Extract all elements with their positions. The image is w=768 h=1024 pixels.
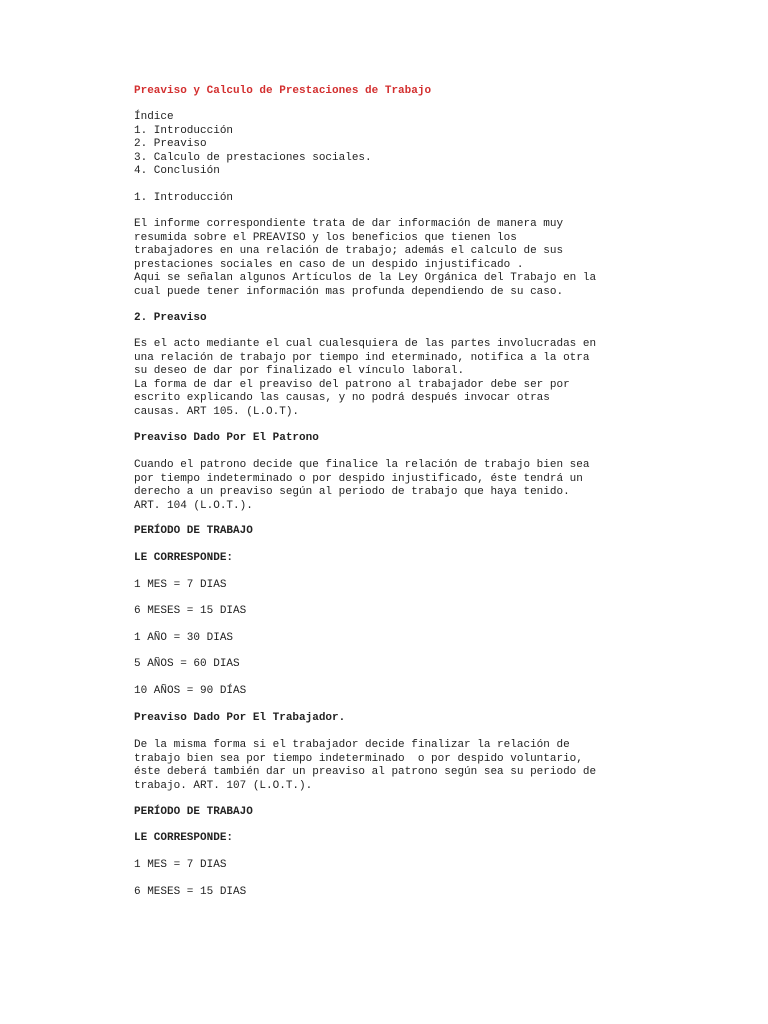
index-heading: Índice	[134, 111, 174, 123]
patrono-corresponde-label: LE CORRESPONDE:	[134, 552, 234, 564]
patrono-row: 1 AÑO = 30 DIAS	[134, 632, 234, 644]
trabajador-heading: Preaviso Dado Por El Trabajador.	[134, 712, 346, 724]
patrono-row: 10 AÑOS = 90 DÍAS	[134, 685, 247, 697]
patrono-line: derecho a un preaviso según al periodo de trabajo que haya tenido.	[134, 486, 570, 498]
intro-line: El informe correspondiente trata de dar información de manera muy	[134, 218, 564, 230]
intro-line: prestaciones sociales en caso de un despido injustificado .	[134, 258, 524, 271]
preaviso-line: causas. ART 105. (L.O.T).	[134, 405, 300, 418]
patrono-heading: Preaviso Dado Por El Patrono	[134, 432, 319, 444]
intro-line: trabajadores en una relación de trabajo; además el calculo de sus	[134, 245, 564, 257]
trabajador-row: 6 MESES = 15 DIAS	[134, 886, 247, 898]
intro-heading: 1. Introducción	[134, 192, 234, 204]
patrono-row: 1 MES = 7 DIAS	[134, 579, 227, 591]
trabajador-line: De la misma forma si el trabajador decide finalizar la relación de	[134, 739, 570, 751]
patrono-line: Cuando el patrono decide que finalice la relación de trabajo bien sea	[134, 459, 590, 471]
intro-line: cual puede tener información mas profunda dependiendo de su caso.	[134, 285, 564, 298]
preaviso-line: La forma de dar el preaviso del patrono al trabajador debe ser por	[134, 378, 570, 391]
preaviso-line: escrito explicando las causas, y no podrá después invocar otras	[134, 392, 550, 404]
patrono-line: ART. 104 (L.O.T.).	[134, 499, 253, 512]
trabajador-corresponde-label: LE CORRESPONDE:	[134, 832, 234, 844]
trabajador-line: éste deberá también dar un preaviso al patrono según sea su periodo de	[134, 766, 597, 778]
document-title: Preaviso y Calculo de Prestaciones de Trabajo	[134, 85, 432, 97]
index-item: 3. Calculo de prestaciones sociales.	[134, 151, 372, 164]
preaviso-line: Es el acto mediante el cual cualesquiera de las partes involucradas en	[134, 338, 597, 350]
preaviso-line: una relación de trabajo por tiempo ind eterminado, notifica a la otra	[134, 351, 590, 364]
intro-line: resumida sobre el PREAVISO y los beneficios que tienen los	[134, 231, 517, 244]
preaviso-heading: 2. Preaviso	[134, 312, 207, 324]
patrono-row: 6 MESES = 15 DIAS	[134, 605, 247, 617]
trabajador-line: trabajo. ART. 107 (L.O.T.).	[134, 779, 313, 792]
patrono-row: 5 AÑOS = 60 DIAS	[134, 658, 240, 670]
index-item: 2. Preaviso	[134, 138, 207, 150]
index-item: 1. Introducción	[134, 124, 234, 137]
trabajador-row: 1 MES = 7 DIAS	[134, 859, 227, 871]
preaviso-line: su deseo de dar por finalizado el vínculo laboral.	[134, 365, 465, 377]
trabajador-periodo-label: PERÍODO DE TRABAJO	[134, 806, 253, 818]
index-item: 4. Conclusión	[134, 165, 220, 177]
patrono-periodo-label: PERÍODO DE TRABAJO	[134, 525, 253, 537]
trabajador-line: trabajo bien sea por tiempo indeterminado o por despido voluntario,	[134, 752, 583, 765]
intro-line: Aqui se señalan algunos Artículos de la Ley Orgánica del Trabajo en la	[134, 272, 597, 284]
patrono-line: por tiempo indeterminado o por despido injustificado, éste tendrá un	[134, 472, 583, 485]
